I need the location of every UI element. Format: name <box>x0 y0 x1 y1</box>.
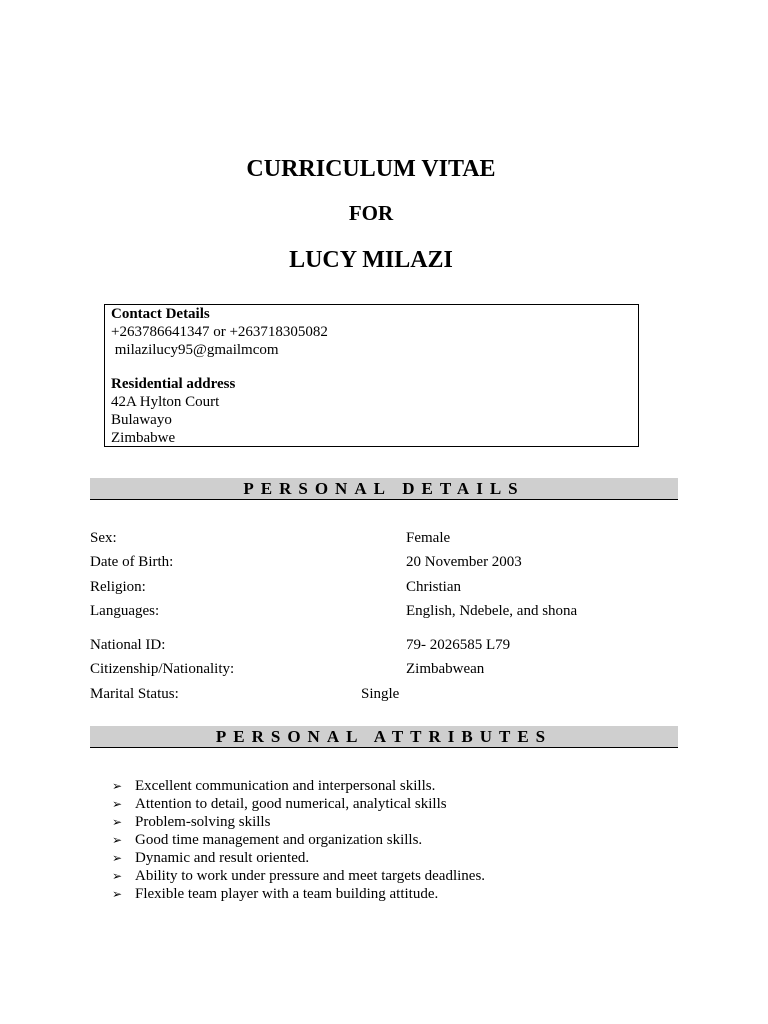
detail-value-sex: Female <box>406 530 451 546</box>
detail-value-national-id: 79- 2026585 L79 <box>406 637 511 653</box>
detail-label-religion: Religion: <box>90 579 146 595</box>
address-line: 42A Hylton Court <box>111 394 220 410</box>
list-item: ➢ Problem-solving skills <box>112 814 271 830</box>
document-subtitle-for: FOR <box>348 201 394 225</box>
list-item: ➢ Good time management and organization skills. <box>112 832 423 848</box>
arrowhead-bullet-icon: ➢ <box>112 869 123 883</box>
detail-label-marital-status: Marital Status: <box>90 686 179 702</box>
list-item: ➢ Ability to work under pressure and meet targets deadlines. <box>112 868 486 884</box>
address-line: Bulawayo <box>111 412 172 428</box>
detail-label-dob: Date of Birth: <box>90 554 174 570</box>
address-line: Zimbabwe <box>111 430 176 446</box>
contact-phones: +263786641347 or +263718305082 <box>111 324 328 340</box>
document-title: CURRICULUM VITAE <box>246 156 496 182</box>
personal-details-heading: PERSONAL DETAILS <box>90 478 678 500</box>
detail-label-languages: Languages: <box>90 603 160 619</box>
contact-email: milazilucy95@gmailmcom <box>111 342 279 358</box>
arrowhead-bullet-icon: ➢ <box>112 797 123 811</box>
detail-value-marital-status: Single <box>361 686 400 702</box>
detail-value-languages: English, Ndebele, and shona <box>406 603 578 619</box>
detail-value-citizenship: Zimbabwean <box>406 661 485 677</box>
arrowhead-bullet-icon: ➢ <box>112 887 123 901</box>
detail-value-dob: 20 November 2003 <box>406 554 522 570</box>
arrowhead-bullet-icon: ➢ <box>112 815 123 829</box>
arrowhead-bullet-icon: ➢ <box>112 833 123 847</box>
arrowhead-bullet-icon: ➢ <box>112 851 123 865</box>
detail-label-sex: Sex: <box>90 530 117 546</box>
detail-value-religion: Christian <box>406 579 461 595</box>
candidate-name: LUCY MILAZI <box>289 247 453 273</box>
list-item: ➢ Attention to detail, good numerical, analytical skills <box>112 796 447 812</box>
list-item: ➢ Flexible team player with a team building attitude. <box>112 886 439 902</box>
list-item: ➢ Excellent communication and interpersonal skills. <box>112 778 436 794</box>
address-heading: Residential address <box>111 376 236 392</box>
attributes-list <box>112 777 485 903</box>
detail-label-national-id: National ID: <box>90 637 166 653</box>
personal-attributes-heading: PERSONAL ATTRIBUTES <box>90 726 678 748</box>
list-item: ➢ Dynamic and result oriented. <box>112 850 310 866</box>
contact-heading: Contact Details <box>111 306 210 322</box>
detail-label-citizenship: Citizenship/Nationality: <box>90 661 235 677</box>
arrowhead-bullet-icon: ➢ <box>112 779 123 793</box>
contact-box <box>104 304 639 447</box>
